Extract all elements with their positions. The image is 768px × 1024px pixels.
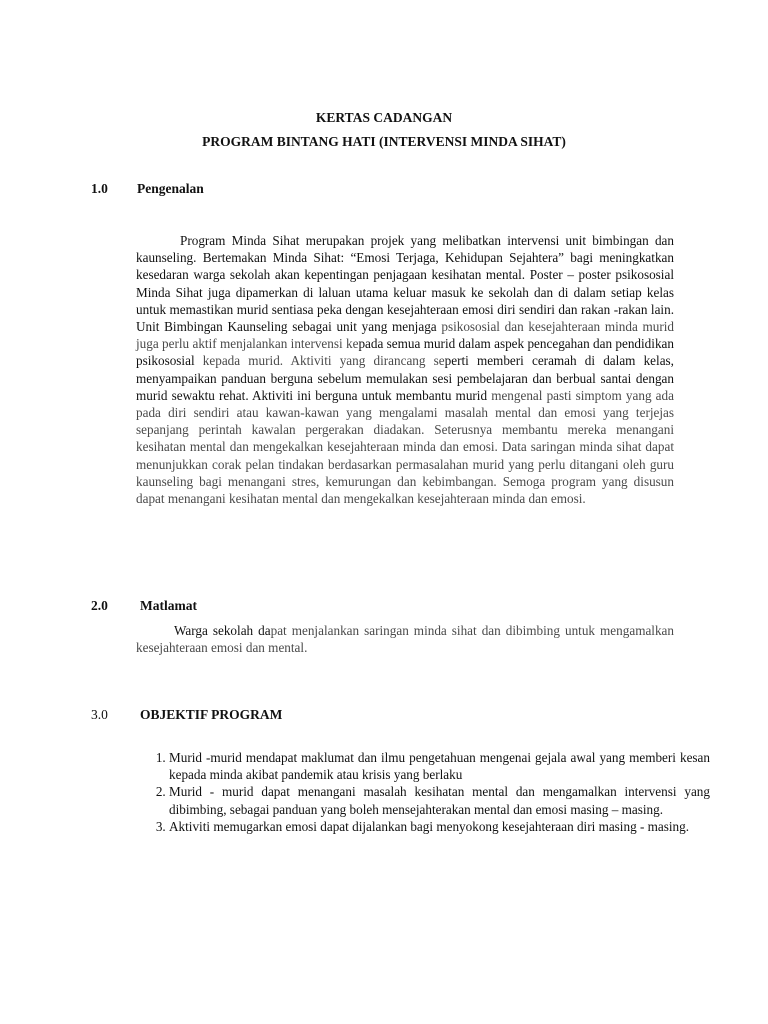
objective-list — [133, 749, 710, 835]
section-1-text-e: perti memberi ceramah di dalam kelas, menyampaikan panduan berguna sebelum memulakan sesi pembelajaran dan berbual santai dengan murid sewaktu rehat. Aktiviti ini berguna untuk membantu murid — [136, 353, 674, 403]
section-1-text-c: pada semua murid dalam aspek pencegahan dan pendidikan psikososial — [136, 336, 674, 369]
section-1-text-f: mengenal pasti simptom yang ada pada diri sendiri atau kawan-kawan yang mengalami masalah mental dan emosi yang terjejas sepanjang perintah kawalan pergerakan diadakan. Seterusnya membantu mereka menangani kesihatan mental dan mengekalkan kesejahteraan minda dan emosi. Data saringan minda sihat dapat menunjukkan corak pelan tindakan berdasarkan permasalahan murid yang perlu ditangani oleh guru kaunseling bagi menangani stres, kemurungan dan kebimbangan. Semoga program yang disusun dapat menangani kesihatan mental dan mengekalkan kesejahteraan minda dan emosi. — [136, 387, 674, 507]
section-1-text-d: kepada murid. Aktiviti yang dirancang se — [194, 353, 445, 369]
section-1-title: Pengenalan — [137, 181, 204, 196]
section-2-text-b: pat menjalankan saringan minda sihat dan dibimbing untuk mengamalkan kesejahteraan emosi dan mental. — [136, 623, 675, 656]
section-1-number: 1.0 — [91, 181, 108, 196]
section-1-text-a: Program Minda Sihat merupakan projek yang melibatkan intervensi unit bimbingan dan kaunseling. Bertemakan Minda Sihat: “Emosi Terjaga, Kehidupan Sejahtera” bagi meningkatkan kesedaran warga sekolah akan kepentingan penjagaan kesihatan mental. Poster – poster psikososial Minda Sihat juga dipamerkan di laluan utama keluar masuk ke sekolah dan di dalam setiap kelas untuk memastikan murid sentiasa peka dengan kesejahteraan emosi diri sendiri dan rakan -rakan lain. Unit Bimbingan Kaunseling sebagai unit yang menjaga — [136, 233, 674, 335]
section-2-number: 2.0 — [91, 598, 108, 613]
objective-item-2: 2. Murid - murid dapat menangani masalah kesihatan mental dan mengamalkan intervensi yang dibimbing, sebagai panduan yang boleh mensejahterakan mental dan emosi masing – masing. — [169, 783, 710, 817]
section-1-text-b: psikososial dan kesejahteraan minda murid juga perlu aktif menjalankan intervensi ke — [136, 319, 675, 352]
document-title: KERTAS CADANGAN — [315, 110, 453, 125]
section-2-paragraph — [136, 622, 674, 656]
section-2-title: Matlamat — [140, 598, 197, 613]
section-3-number: 3.0 — [91, 707, 108, 722]
section-2-text-a: Warga sekolah da — [174, 623, 271, 638]
section-1-paragraph — [136, 232, 674, 507]
document-subtitle: PROGRAM BINTANG HATI (INTERVENSI MINDA SIHAT) — [202, 134, 566, 149]
section-3-title: OBJEKTIF PROGRAM — [140, 707, 283, 722]
objective-item-3: 3. Aktiviti memugarkan emosi dapat dijalankan bagi menyokong kesejahteraan diri masing - masing. — [169, 818, 710, 835]
objective-item-1: 1. Murid -murid mendapat maklumat dan ilmu pengetahuan mengenai gejala awal yang memberi kesan kepada minda akibat pandemik atau krisis yang berlaku — [169, 749, 710, 783]
